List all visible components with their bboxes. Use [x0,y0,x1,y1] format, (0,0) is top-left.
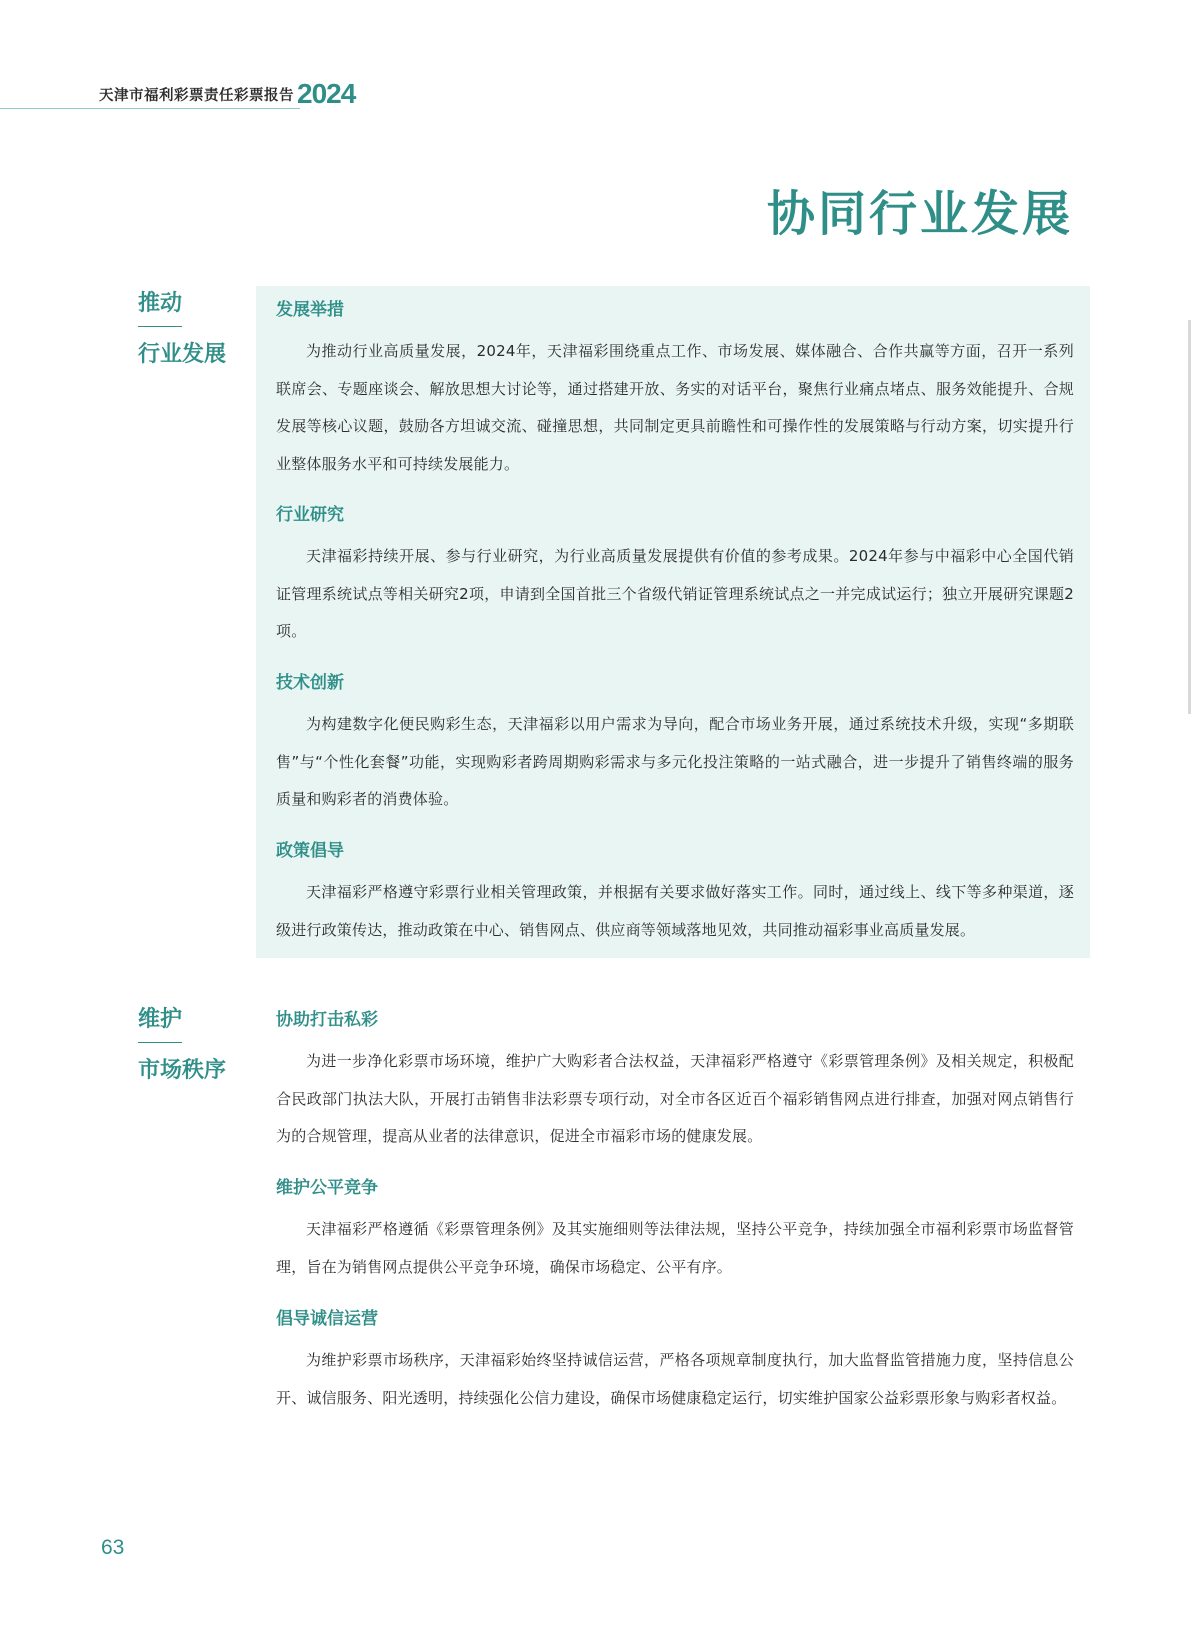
paragraph: 天津福彩严格遵循《彩票管理条例》及其实施细则等法律法规，坚持公平竞争，持续加强全市福利彩票市场监督管理，旨在为销售网点提供公平竞争环境，确保市场稳定、公平有序。 [276,1220,1074,1276]
section-label-market-order [138,1004,248,1087]
section-label-rule [138,1042,182,1043]
paragraph: 为推动行业高质量发展，2024年，天津福彩围绕重点工作、市场发展、媒体融合、合作共赢等方面，召开一系列联席会、专题座谈会、解放思想大讨论等，通过搭建开放、务实的对话平台，聚焦行业痛点堵点、服务效能提升、合规发展等核心议题，鼓励各方坦诚交流、碰撞思想，共同制定更具前瞻性和可操作性的发展策略与行动方案，切实提升行业整体服务水平和可持续发展能力。 [276,342,1074,473]
page-title: 协同行业发展 [766,186,1073,242]
page-number: 63 [101,1536,125,1559]
section-label-rule [138,326,182,327]
content-block [276,671,1074,819]
sub-heading: 维护公平竞争 [276,1178,378,1198]
report-title: 天津市福利彩票责任彩票报告 [99,88,294,104]
sub-heading: 发展举措 [276,300,344,320]
sub-heading: 技术创新 [276,673,344,693]
content-block [276,839,1074,949]
report-year: 2024 [297,78,356,109]
section-label-line2: 市场秩序 [138,1058,227,1083]
section-label-industry-development [138,288,248,371]
paragraph: 天津福彩持续开展、参与行业研究，为行业高质量发展提供有价值的参考成果。2024年参与中福彩中心全国代销证管理系统试点等相关研究2项，申请到全国首批三个省级代销证管理系统试点之一并完成试运行；独立开展研究课题2项。 [276,547,1074,640]
paragraph: 为进一步净化彩票市场环境，维护广大购彩者合法权益，天津福彩严格遵守《彩票管理条例》及相关规定，积极配合民政部门执法大队，开展打击销售非法彩票专项行动，对全市各区近百个福彩销售网点进行排查，加强对网点销售行为的合规管理，提高从业者的法律意识，促进全市福彩市场的健康发展。 [276,1052,1074,1145]
sub-heading: 行业研究 [276,505,344,525]
sub-heading: 倡导诚信运营 [276,1309,378,1329]
content-block [276,1008,1074,1156]
paragraph: 为维护彩票市场秩序，天津福彩始终坚持诚信运营，严格各项规章制度执行，加大监督监管措施力度，坚持信息公开、诚信服务、阳光透明，持续强化公信力建设，确保市场健康稳定运行，切实维护国家公益彩票形象与购彩者权益。 [276,1351,1074,1407]
content-block [276,298,1074,483]
paragraph: 为构建数字化便民购彩生态，天津福彩以用户需求为导向，配合市场业务开展，通过系统技术升级，实现“多期联售”与“个性化套餐”功能，实现购彩者跨周期购彩需求与多元化投注策略的一站式融合，进一步提升了销售终端的服务质量和购彩者的消费体验。 [276,715,1074,808]
content-block [276,1176,1074,1286]
content-block [276,1307,1074,1417]
sub-heading: 政策倡导 [276,841,344,861]
section-label-line2: 行业发展 [138,342,227,367]
sub-heading: 协助打击私彩 [276,1010,378,1030]
content-block [276,503,1074,651]
paragraph: 天津福彩严格遵守彩票行业相关管理政策，并根据有关要求做好落实工作。同时，通过线上、线下等多种渠道，逐级进行政策传达，推动政策在中心、销售网点、供应商等领域落地见效，共同推动福彩事业高质量发展。 [276,883,1074,939]
section-label-line1: 维护 [138,1007,183,1032]
section-label-line1: 推动 [138,291,183,316]
header-rule [0,108,300,109]
